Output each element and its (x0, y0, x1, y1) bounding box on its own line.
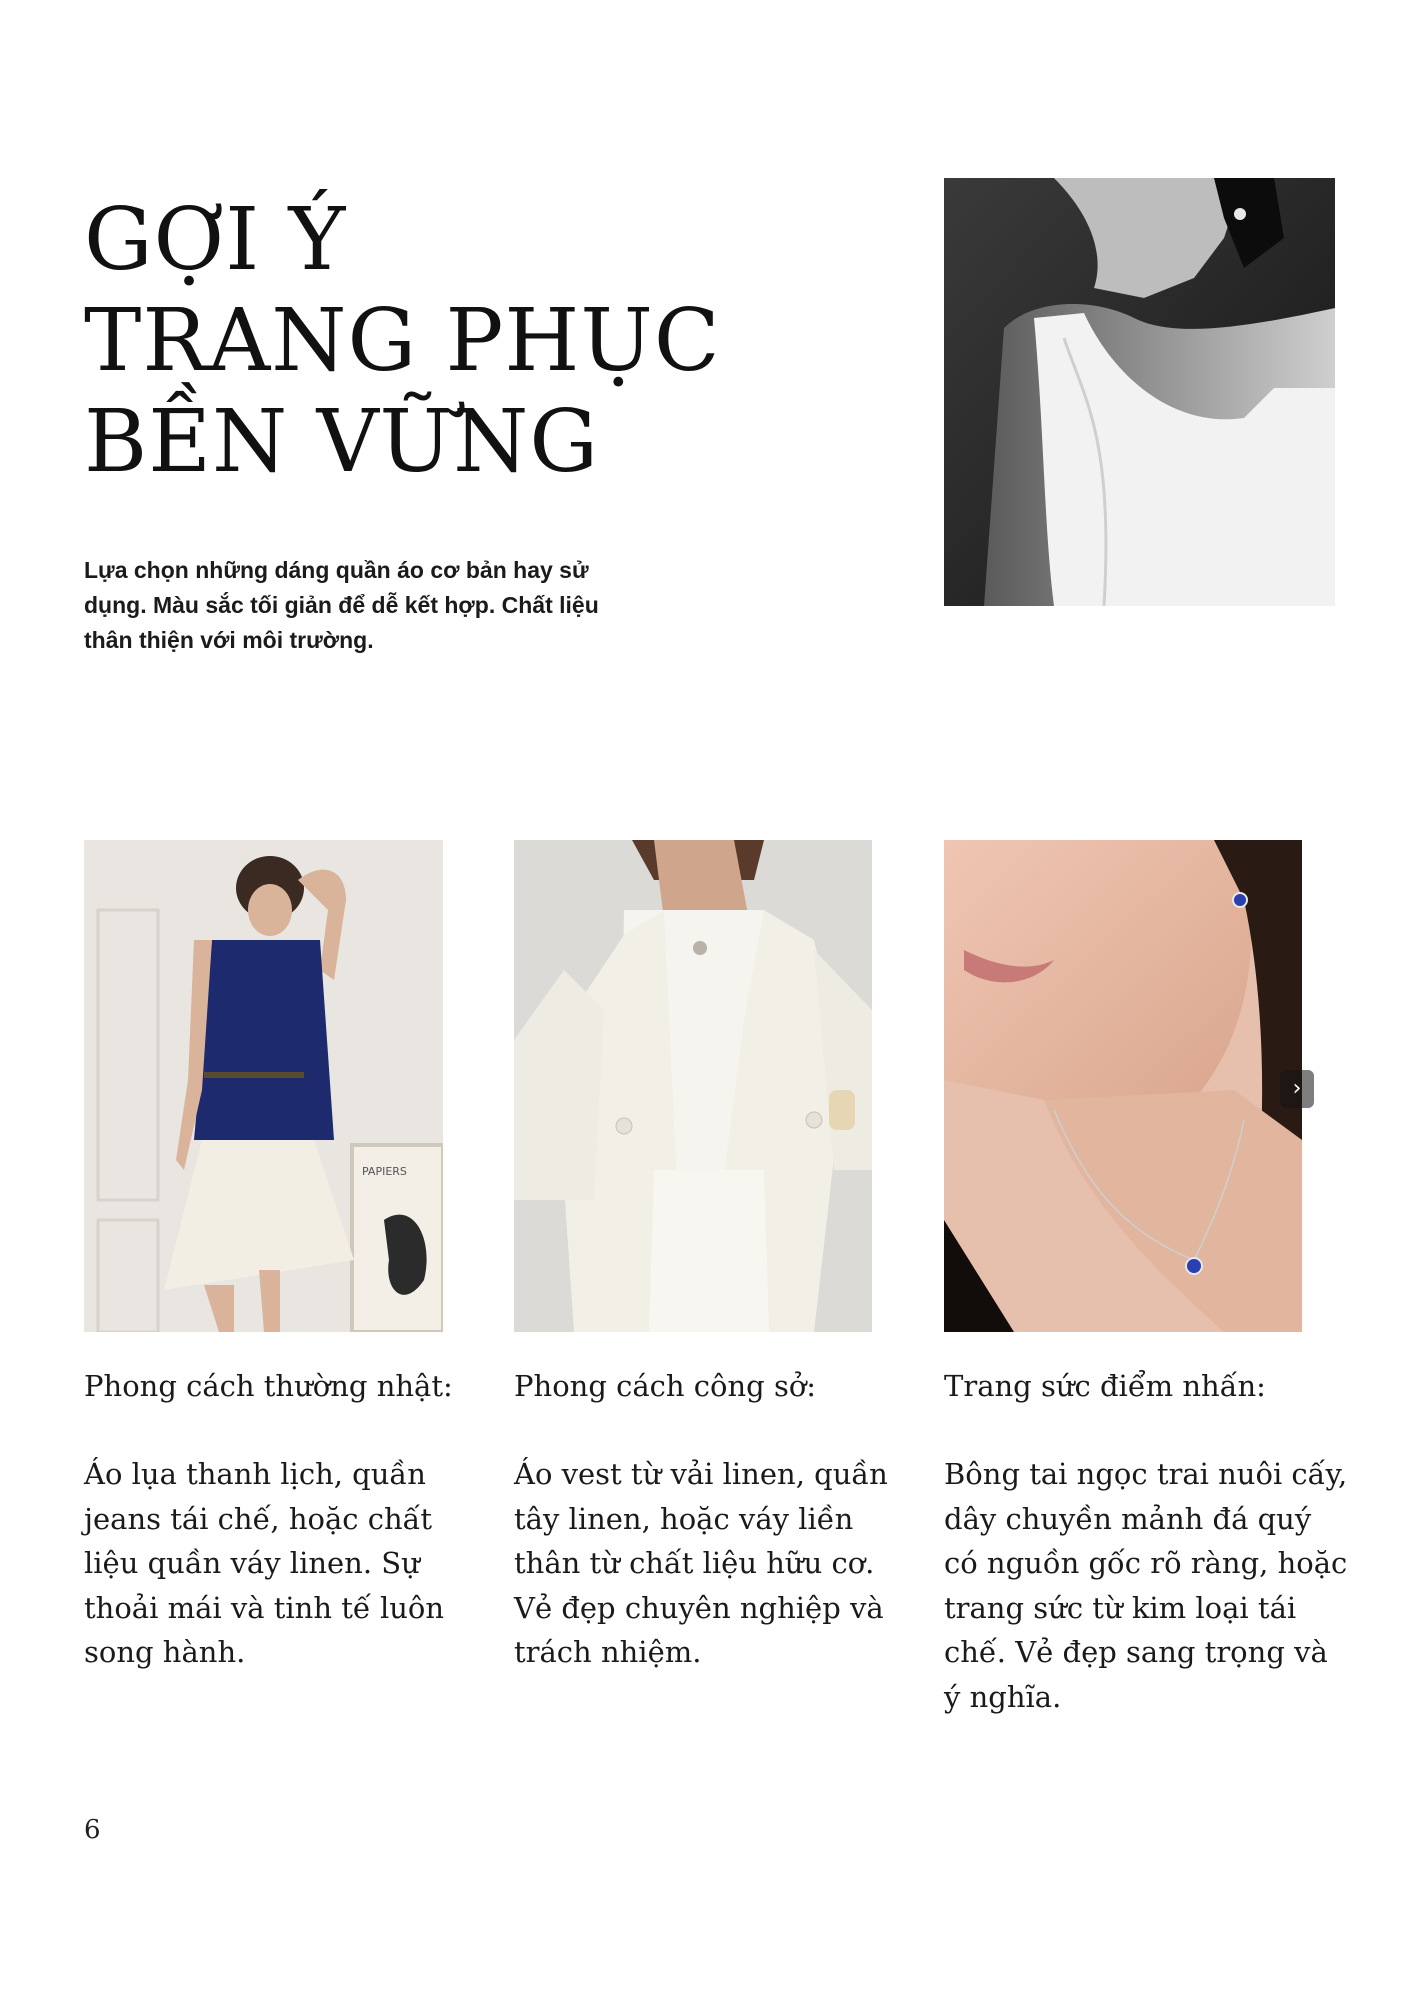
body-line: song hành. (84, 1635, 246, 1669)
column-casual (84, 1364, 484, 1675)
intro-paragraph (84, 553, 684, 658)
column-body (944, 1452, 1348, 1719)
title-line: TRANG PHỤC (84, 291, 721, 391)
chevron-right-icon: › (1292, 1076, 1302, 1101)
body-line: jeans tái chế, hoặc chất (84, 1501, 433, 1536)
body-line: dây chuyền mảnh đá quý (944, 1501, 1312, 1536)
intro-line: dụng. Màu sắc tối giản để dễ kết hợp. Chất liệu (84, 592, 599, 618)
column-heading: Phong cách công sở: (514, 1369, 817, 1403)
column-body (84, 1452, 484, 1675)
body-line: chế. Vẻ đẹp sang trọng và (944, 1635, 1328, 1669)
intro-line: Lựa chọn những dáng quần áo cơ bản hay sử (84, 557, 589, 583)
jewelry-photo (944, 840, 1302, 1332)
body-line: thoải mái và tinh tế luôn (84, 1590, 445, 1625)
carousel-next-button[interactable] (1280, 1070, 1314, 1108)
body-line: Áo vest từ vải linen, quần (514, 1457, 888, 1491)
column-jewelry (944, 1364, 1348, 1719)
body-line: Áo lụa thanh lịch, quần (84, 1457, 426, 1491)
body-line: liệu quần váy linen. Sự (84, 1546, 420, 1580)
title-line: GỢI Ý (84, 190, 347, 290)
body-line: thân từ chất liệu hữu cơ. (514, 1546, 875, 1580)
intro-line: thân thiện với môi trường. (84, 627, 374, 653)
body-line: tây linen, hoặc váy liền (514, 1501, 854, 1536)
column-heading: Trang sức điểm nhấn: (944, 1369, 1266, 1403)
hero-portrait-photo (944, 178, 1335, 606)
title-line: BỀN VỮNG (84, 392, 600, 492)
body-line: trang sức từ kim loại tái (944, 1590, 1297, 1625)
body-line: Bông tai ngọc trai nuôi cấy, (944, 1457, 1348, 1491)
office-outfit-photo (514, 840, 872, 1332)
column-heading: Phong cách thường nhật: (84, 1369, 453, 1403)
column-body (514, 1452, 914, 1675)
body-line: có nguồn gốc rõ ràng, hoặc (944, 1546, 1348, 1580)
poster-text: PAPIERS (362, 1165, 407, 1178)
page-number: 6 (84, 1815, 101, 1845)
body-line: Vẻ đẹp chuyên nghiệp và (514, 1590, 884, 1625)
body-line: ý nghĩa. (944, 1679, 1062, 1714)
casual-outfit-photo (84, 840, 443, 1332)
page-title (84, 190, 844, 493)
body-line: trách nhiệm. (514, 1635, 702, 1669)
column-office (514, 1364, 914, 1675)
